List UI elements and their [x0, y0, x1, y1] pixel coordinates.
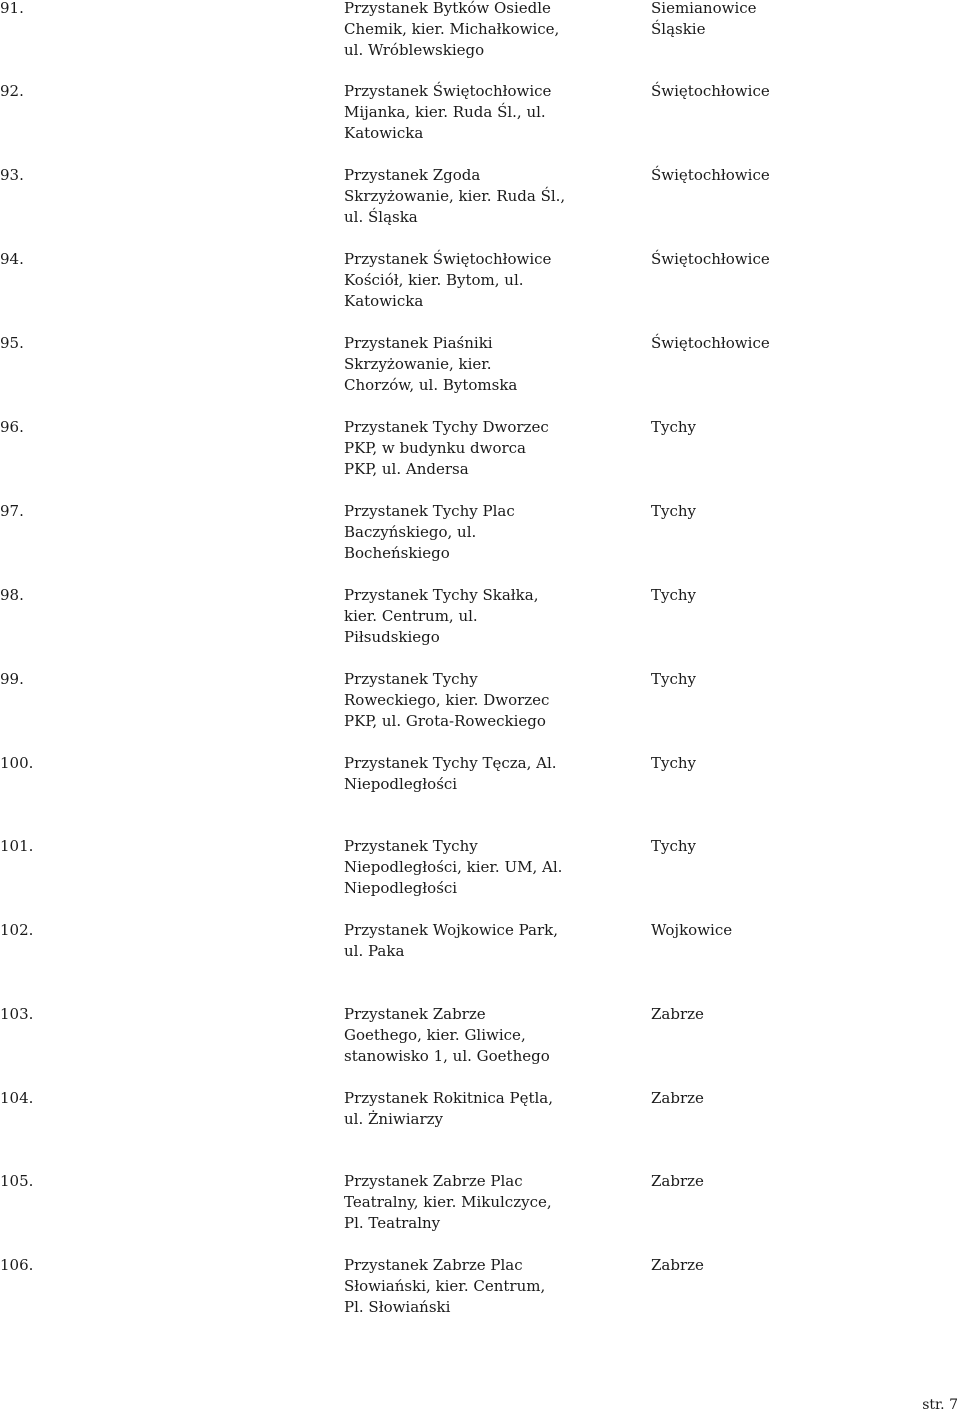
stop-name-line: Kościół, kier. Bytom, ul. — [344, 271, 524, 289]
city-name-line: Tychy — [651, 418, 697, 436]
city-name-line: Zabrze — [651, 1256, 704, 1274]
list-item — [0, 165, 960, 231]
entry-number: 101. — [0, 837, 34, 855]
stop-name-line: Bocheńskiego — [344, 544, 450, 562]
city-name — [651, 81, 851, 102]
stop-name-line: Chorzów, ul. Bytomska — [344, 376, 518, 394]
city-name-line: Zabrze — [651, 1089, 704, 1107]
list-item — [0, 585, 960, 651]
city-name-line: Tychy — [651, 502, 697, 520]
stop-name-line: Katowicka — [344, 124, 424, 142]
stop-name-line: Niepodległości, kier. UM, Al. — [344, 858, 563, 876]
entry-number: 97. — [0, 502, 24, 520]
stop-name-line: Przystanek Tychy — [344, 837, 478, 855]
stop-name-line: Roweckiego, kier. Dworzec — [344, 691, 550, 709]
stop-name — [344, 585, 544, 648]
city-name-line: Zabrze — [651, 1005, 704, 1023]
list-item — [0, 501, 960, 567]
stop-name-line: ul. Paka — [344, 942, 405, 960]
entry-number: 99. — [0, 670, 24, 688]
city-name-line: Świętochłowice — [651, 250, 770, 268]
stop-name-line: Przystanek Tychy Dworzec — [344, 418, 549, 436]
stop-name-line: Przystanek Rokitnica Pętla, — [344, 1089, 554, 1107]
stop-name-line: Przystanek Tychy Skałka, — [344, 586, 539, 604]
stop-name-line: Przystanek Bytków Osiedle — [344, 0, 551, 17]
entry-number: 106. — [0, 1256, 34, 1274]
entry-number: 103. — [0, 1005, 34, 1023]
stop-name — [344, 836, 563, 899]
stop-name — [344, 1255, 544, 1318]
stop-name-line: Przystanek Tychy Plac — [344, 502, 515, 520]
stop-name-line: Przystanek Zabrze Plac — [344, 1256, 523, 1274]
stop-name-line: Goethego, kier. Gliwice, — [344, 1026, 526, 1044]
list-item — [0, 81, 960, 147]
city-name-line: Tychy — [651, 586, 697, 604]
city-name — [651, 417, 851, 438]
stop-name-line: Słowiański, kier. Centrum, — [344, 1277, 546, 1295]
stop-name-line: Skrzyżowanie, kier. — [344, 355, 492, 373]
stop-name — [344, 333, 544, 396]
list-item — [0, 920, 960, 986]
stop-name-line: Pl. Teatralny — [344, 1214, 441, 1232]
entry-number: 93. — [0, 166, 24, 184]
city-name-line: Tychy — [651, 754, 697, 772]
stop-name-line: Chemik, kier. Michałkowice, — [344, 20, 560, 38]
stop-name-line: Przystanek Zabrze — [344, 1005, 486, 1023]
list-item — [0, 1171, 960, 1237]
stop-name-line: Niepodległości — [344, 879, 458, 897]
stop-name — [344, 1171, 552, 1234]
stop-name-line: Przystanek Zabrze Plac — [344, 1172, 523, 1190]
stop-name — [344, 165, 566, 228]
stop-name — [344, 249, 552, 312]
stop-name-line: Piłsudskiego — [344, 628, 440, 646]
city-name — [651, 585, 851, 606]
stop-name — [344, 417, 549, 480]
list-item — [0, 1255, 960, 1321]
stop-name — [344, 1088, 554, 1130]
city-name — [651, 836, 851, 857]
city-name-line: Wojkowice — [651, 921, 733, 939]
stop-name-line: Przystanek Świętochłowice — [344, 250, 552, 268]
stop-name — [344, 0, 560, 61]
entry-number: 100. — [0, 754, 34, 772]
stop-name-line: Teatralny, kier. Mikulczyce, — [344, 1193, 552, 1211]
entry-number: 105. — [0, 1172, 34, 1190]
city-name — [651, 753, 851, 774]
list-item — [0, 0, 960, 64]
stop-name-line: Pl. Słowiański — [344, 1298, 451, 1316]
entry-number: 102. — [0, 921, 34, 939]
city-name-line: Tychy — [651, 837, 697, 855]
city-name — [651, 249, 851, 270]
entry-number: 104. — [0, 1089, 34, 1107]
stop-name-line: Przystanek Tychy — [344, 670, 478, 688]
stop-name — [344, 920, 558, 962]
city-name — [651, 1004, 851, 1025]
city-name-line: Świętochłowice — [651, 166, 770, 184]
stop-name-line: Mijanka, kier. Ruda Śl., ul. — [344, 103, 546, 121]
stop-name-line: Skrzyżowanie, kier. Ruda Śl., — [344, 187, 566, 205]
stop-name-line: Baczyńskiego, ul. — [344, 523, 477, 541]
city-name — [651, 0, 851, 40]
city-name-line: Zabrze — [651, 1172, 704, 1190]
stop-name-line: Przystanek Zgoda — [344, 166, 481, 184]
city-name-line: Świętochłowice — [651, 334, 770, 352]
entry-number: 92. — [0, 82, 24, 100]
stop-name-line: ul. Żniwiarzy — [344, 1110, 444, 1128]
stop-name-line: ul. Śląska — [344, 208, 418, 226]
stop-name-line: Katowicka — [344, 292, 424, 310]
stop-name-line: PKP, w budynku dworca — [344, 439, 526, 457]
entry-number: 96. — [0, 418, 24, 436]
stop-name-line: kier. Centrum, ul. — [344, 607, 478, 625]
stop-name-line: Przystanek Wojkowice Park, — [344, 921, 558, 939]
stop-name — [344, 81, 552, 144]
stop-name-line: Przystanek Tychy Tęcza, Al. — [344, 754, 557, 772]
stop-name-line: PKP, ul. Grota-Roweckiego — [344, 712, 546, 730]
entry-number: 94. — [0, 250, 24, 268]
city-name-line: Siemianowice — [651, 0, 757, 17]
city-name — [651, 669, 851, 690]
page-number: str. 7 — [922, 1397, 958, 1413]
stop-name-line: PKP, ul. Andersa — [344, 460, 469, 478]
stop-name — [344, 753, 557, 795]
city-name — [651, 1088, 851, 1109]
list-item — [0, 417, 960, 483]
stop-name-line: ul. Wróblewskiego — [344, 41, 485, 59]
city-name — [651, 501, 851, 522]
list-item — [0, 1088, 960, 1154]
list-item — [0, 333, 960, 399]
city-name — [651, 165, 851, 186]
city-name — [651, 920, 851, 941]
stop-name-line: Przystanek Piaśniki — [344, 334, 493, 352]
entry-number: 95. — [0, 334, 24, 352]
list-item — [0, 836, 960, 902]
entry-number: 98. — [0, 586, 24, 604]
stop-name — [344, 1004, 550, 1067]
stop-name — [344, 501, 544, 564]
stop-name — [344, 669, 550, 732]
entry-number: 91. — [0, 0, 24, 17]
city-name — [651, 1255, 851, 1276]
stop-name-line: Niepodległości — [344, 775, 458, 793]
list-item — [0, 753, 960, 819]
city-name-line: Tychy — [651, 670, 697, 688]
list-item — [0, 1004, 960, 1070]
list-item — [0, 669, 960, 735]
list-item — [0, 249, 960, 315]
city-name-line: Śląskie — [651, 20, 706, 38]
city-name — [651, 1171, 851, 1192]
city-name — [651, 333, 851, 354]
stop-name-line: Przystanek Świętochłowice — [344, 82, 552, 100]
stop-name-line: stanowisko 1, ul. Goethego — [344, 1047, 550, 1065]
city-name-line: Świętochłowice — [651, 82, 770, 100]
